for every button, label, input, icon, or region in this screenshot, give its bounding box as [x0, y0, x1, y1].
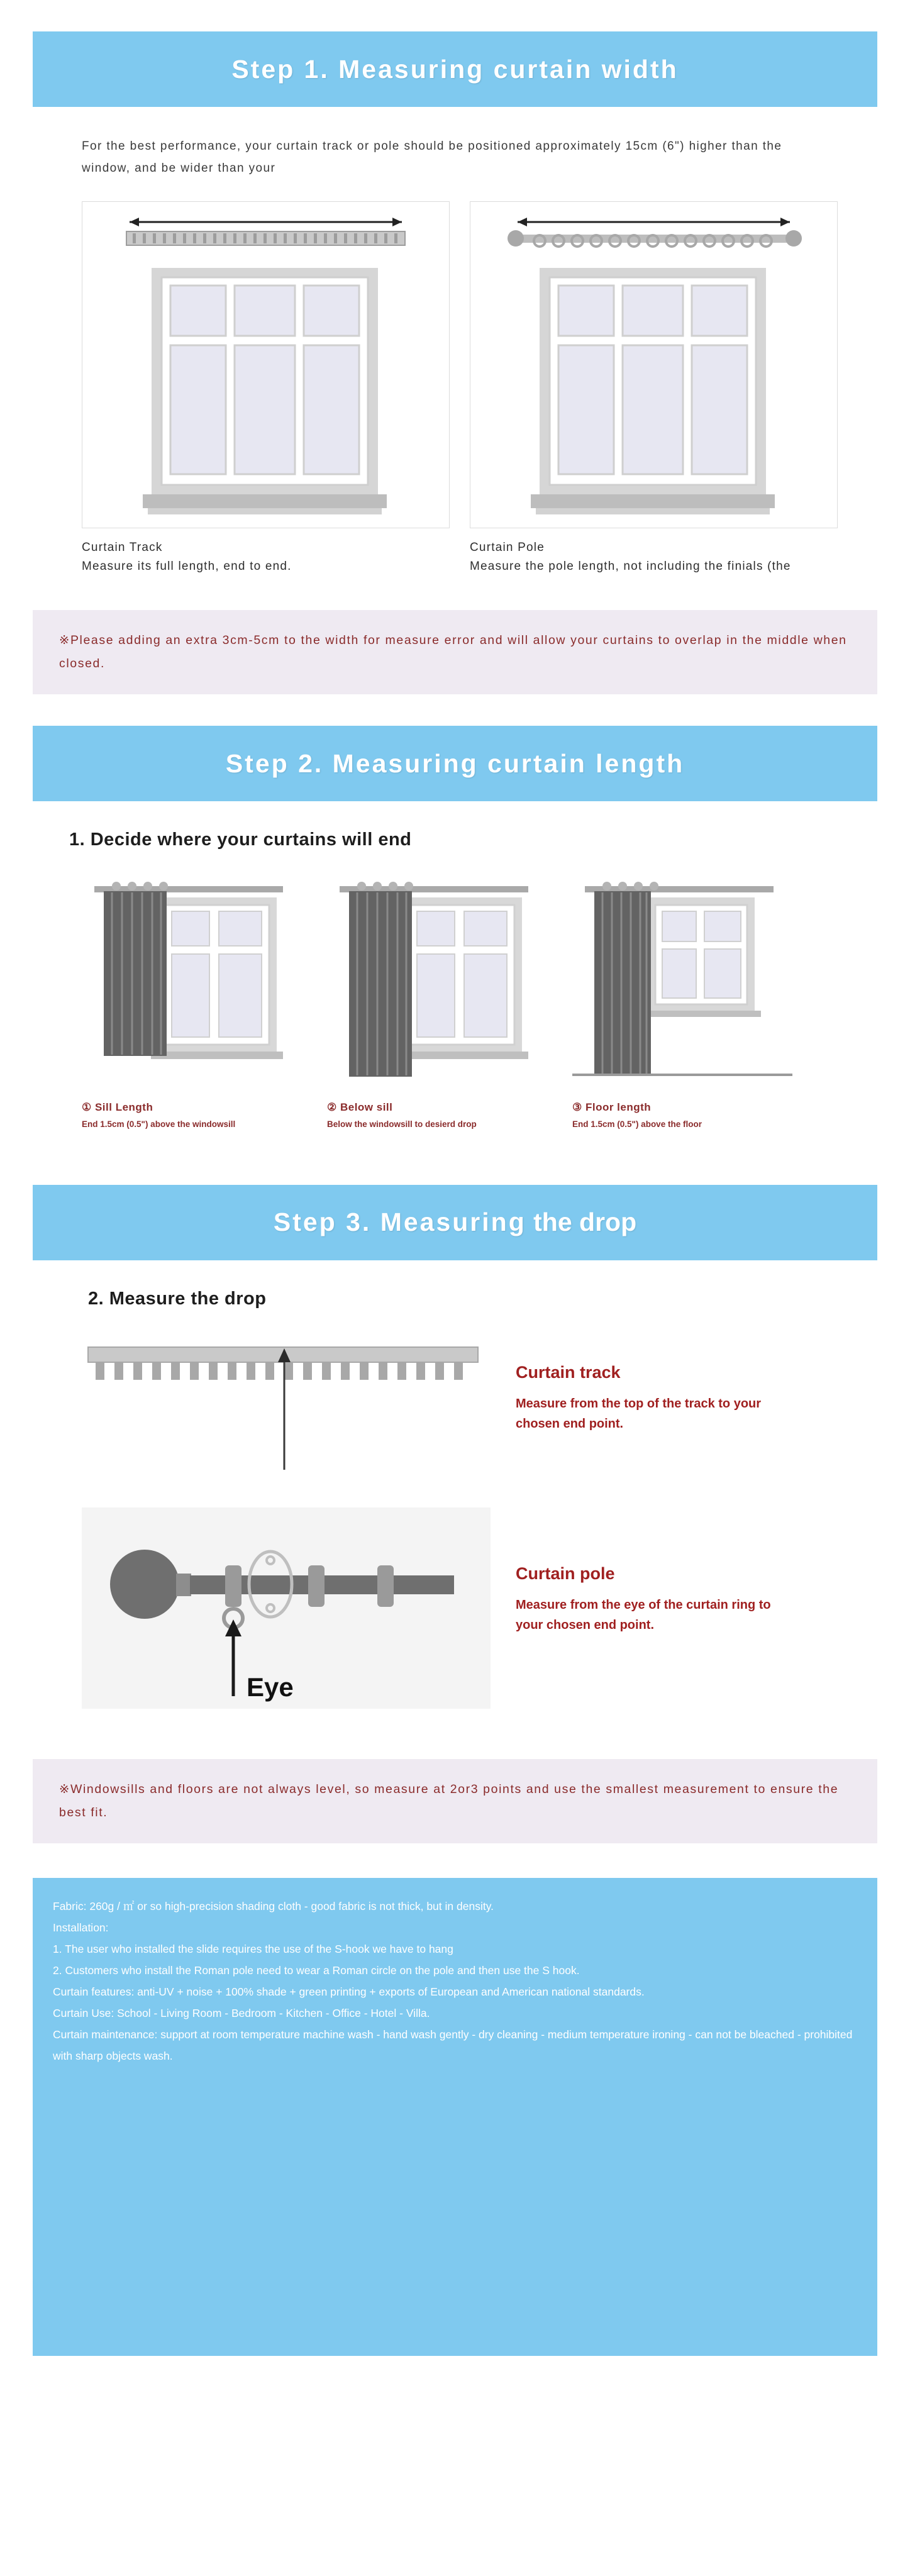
curtain-track-diagram [82, 201, 450, 528]
panel-floor-length [572, 872, 792, 1131]
step1-note: ※Please adding an extra 3cm-5cm to the width for measure error and will allow your curtains to overlap in the middle when closed. [33, 610, 877, 694]
sill-length-illustration [82, 872, 302, 1092]
step1-intro-text: For the best performance, your curtain track or pole should be positioned approximately 15cm (6") higher than the window, and be wider than your [82, 140, 782, 175]
step1-banner [33, 31, 877, 107]
curtain-pole-title: Curtain Pole [470, 541, 545, 555]
sill-length-illustration-box [82, 872, 302, 1092]
info-line-5: Curtain Use: School - Living Room - Bedroom - Kitchen - Office - Hotel - Villa. [53, 2007, 430, 2020]
floor-length-title: ③ Floor length [572, 1101, 652, 1114]
pole-measure-art [82, 1507, 491, 1709]
below-sill-illustration-box [327, 872, 547, 1092]
step1-diagrams [82, 201, 828, 575]
step3-subheading: 2. Measure the drop [88, 1288, 267, 1309]
curtain-pole-illustration [470, 202, 837, 528]
track-drop-illustration [82, 1335, 491, 1473]
info-line-2: 1. The user who installed the slide requires the use of the S-hook we have to hang [53, 1942, 453, 1955]
track-measure-art [82, 1335, 491, 1473]
below-sill-illustration [327, 872, 547, 1092]
track-measure-desc: Measure from the top of the track to your chosen end point. [516, 1396, 762, 1431]
curtain-track-caption [82, 538, 450, 575]
below-sill-title: ② Below sill [327, 1101, 393, 1114]
curtain-pole-desc: Measure the pole length, not including the finials (the [470, 559, 791, 573]
step3-banner-label [274, 1208, 636, 1237]
curtain-track-column [82, 201, 450, 575]
pole-drop-illustration [82, 1507, 491, 1709]
pole-measure-text [491, 1507, 780, 1635]
track-measure-text [491, 1335, 780, 1434]
panel-below-sill [327, 872, 547, 1131]
pole-measure-title: Curtain pole [516, 1563, 615, 1583]
step1-banner-label: Step 1. Measuring curtain width [231, 54, 679, 84]
curtain-pole-column [470, 201, 838, 575]
curtain-track-desc: Measure its full length, end to end. [82, 559, 292, 573]
product-info-box [33, 1878, 877, 2356]
step2-banner-label: Step 2. Measuring curtain length [225, 748, 685, 778]
step2-banner [33, 726, 877, 801]
info-line-6: Curtain maintenance: support at room temperature machine wash - hand wash gently - dry cleaning - medium temperature ironing - can not be bleached - prohibited with sharp objects wash. [53, 2028, 853, 2063]
sill-length-title: ① Sill Length [82, 1101, 153, 1114]
curtain-track-illustration [82, 202, 449, 528]
track-measure-row [82, 1335, 828, 1473]
step3-banner-light: the drop [526, 1208, 637, 1236]
below-sill-desc: Below the windowsill to desierd drop [327, 1119, 477, 1130]
info-line-3: 2. Customers who install the Roman pole need to wear a Roman circle on the pole and then use the S hook. [53, 1963, 580, 1977]
info-line-1: Installation: [53, 1921, 109, 1934]
pole-measure-row [82, 1507, 828, 1709]
step2-panels [82, 872, 828, 1131]
curtain-track-title: Curtain Track [82, 541, 163, 555]
info-line-4: Curtain features: anti-UV + noise + 100% shade + green printing + exports of European and American national standards. [53, 1985, 645, 1999]
svg-text:Eye: Eye [247, 1672, 294, 1702]
floor-length-illustration [572, 872, 792, 1092]
curtain-pole-caption [470, 538, 838, 575]
track-measure-title: Curtain track [516, 1362, 621, 1382]
panel-sill-length [82, 872, 302, 1131]
sill-length-desc: End 1.5cm (0.5") above the windowsill [82, 1119, 236, 1130]
floor-length-desc: End 1.5cm (0.5") above the floor [572, 1119, 702, 1130]
step3-banner [33, 1185, 877, 1260]
pole-measure-desc: Measure from the eye of the curtain ring to your chosen end point. [516, 1597, 771, 1632]
step3-note: ※Windowsills and floors are not always level, so measure at 2or3 points and use the smallest measurement to ensure the best fit. [33, 1759, 877, 1843]
step3-banner-bold: Step 3. Measuring [273, 1208, 526, 1236]
floor-length-illustration-box [572, 872, 792, 1092]
step2-subheading: 1. Decide where your curtains will end [69, 830, 412, 850]
info-line-0: Fabric: 260g / ㎡ or so high-precision shading cloth - good fabric is not thick, but in density. [53, 1899, 494, 1913]
instruction-page [0, 31, 910, 2381]
curtain-pole-diagram [470, 201, 838, 528]
